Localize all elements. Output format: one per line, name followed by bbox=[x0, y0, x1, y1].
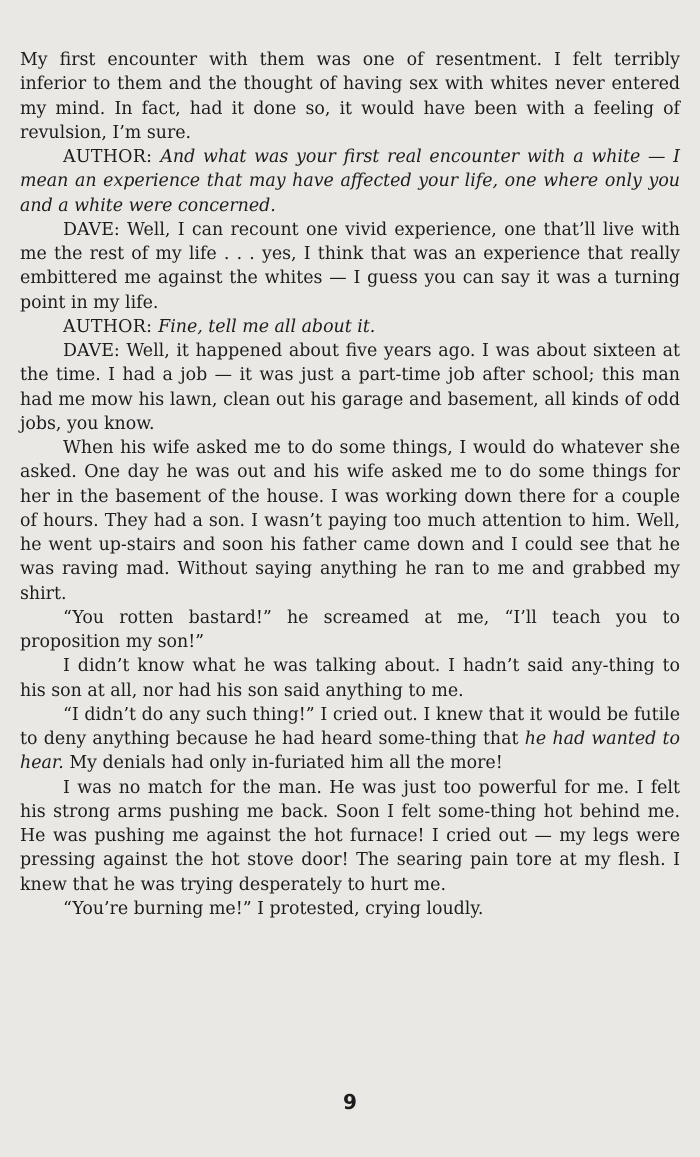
dave-answer bbox=[20, 339, 680, 436]
speaker-label: AUTHOR: bbox=[63, 147, 161, 167]
paragraph-text: “You rotten bastard!” he screamed at me, “I’ll teach you to proposition my son!” bbox=[20, 607, 680, 652]
paragraph-text: When his wife asked me to do some things, I would do whatever she asked. One day he was out and his wife asked me to do some things for her in the basement of the house. I was working down there for a couple of hours. They had a son. I wasn’t paying too much attention to him. Well, he went up-stairs and soon his father came down and I could see that he was raving mad. Without saying anything he ran to me and grabbed my shirt. bbox=[20, 438, 680, 604]
page-number: 9 bbox=[343, 1090, 357, 1114]
paragraph-text: My denials had only in-furiated him all the more! bbox=[63, 753, 503, 774]
speaker-label: AUTHOR: bbox=[63, 316, 159, 337]
paragraph-text: “You’re burning me!” I protested, crying loudly. bbox=[63, 898, 484, 919]
dialogue-paragraph bbox=[20, 606, 680, 655]
dialogue-paragraph bbox=[20, 897, 680, 921]
emphasis-text: he had wanted to hear. bbox=[20, 729, 680, 774]
paragraph bbox=[20, 654, 680, 703]
paragraph bbox=[20, 48, 680, 145]
author-question bbox=[20, 315, 680, 339]
question-text: And what was your first real encounter with a white — I mean an experience that may have affected your life, one where only you and a white were concerned. bbox=[20, 147, 680, 216]
paragraph-text: “I didn’t do any such thing!” I cried out. I knew that it would be futile to deny anything because he had heard some-thing that bbox=[20, 704, 680, 749]
dialogue-paragraph bbox=[20, 703, 680, 776]
paragraph-text: I was no match for the man. He was just too powerful for me. I felt his strong arms pushing me back. Soon I felt some-thing hot behind me. He was pushing me against the hot furnace! I cried out — my legs were pressing against the hot stove door! The searing pain tore at my flesh. I knew that he was trying desperately to hurt me. bbox=[20, 777, 680, 895]
question-text: Fine, tell me all about it. bbox=[158, 316, 376, 337]
paragraph bbox=[20, 436, 680, 606]
paragraph-text: DAVE: Well, I can recount one vivid experience, one that’ll live with me the rest of my life . . . yes, I think that was an experience that really embittered me against the whites — I guess you can say it was a turning point in my life. bbox=[20, 219, 680, 313]
paragraph-text: I didn’t know what he was talking about. I hadn’t said any-thing to his son at all, nor had his son said anything to me. bbox=[20, 656, 680, 701]
paragraph bbox=[20, 776, 680, 897]
paragraph-text: DAVE: Well, it happened about five years ago. I was about sixteen at the time. I had a job — it was just a part-time job after school; this man had me mow his lawn, clean out his garage and basement, all kinds of odd jobs, you know. bbox=[20, 341, 680, 434]
body-text bbox=[20, 48, 680, 921]
author-question bbox=[20, 145, 680, 218]
paragraph-text: My first encounter with them was one of resentment. I felt terribly inferior to them and the thought of having sex with whites never entered my mind. In fact, had it done so, it would have been with a feeling of revulsion, I’m sure. bbox=[20, 50, 680, 143]
dave-answer bbox=[20, 218, 680, 315]
